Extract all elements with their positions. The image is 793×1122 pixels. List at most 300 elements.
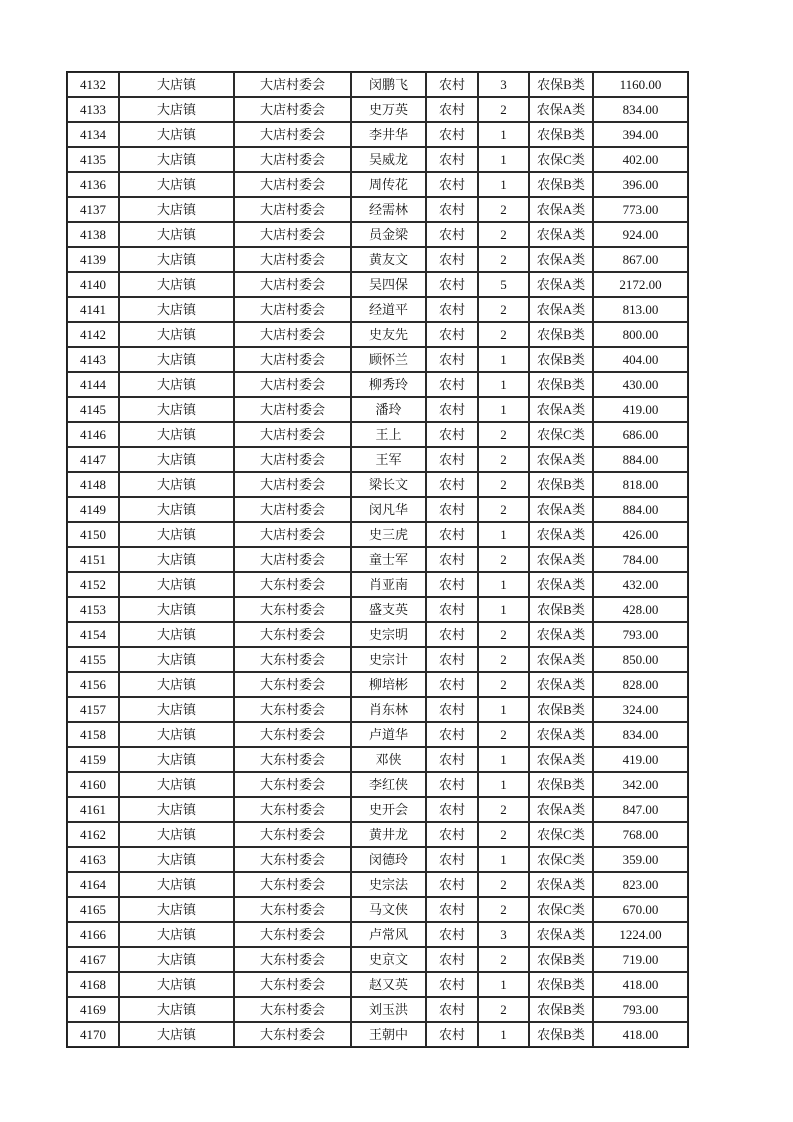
- payment-roster-table: [66, 71, 689, 1048]
- cell-village-committee: 大店村委会: [234, 147, 351, 172]
- cell-village-committee: 大店村委会: [234, 272, 351, 297]
- cell-town: 大店镇: [119, 772, 234, 797]
- cell-amount: 432.00: [593, 572, 688, 597]
- cell-insurance-category: 农保B类: [529, 472, 593, 497]
- cell-person-count: 2: [478, 222, 529, 247]
- table-row: [67, 722, 688, 747]
- cell-town: 大店镇: [119, 697, 234, 722]
- cell-person-name: 史宗明: [351, 622, 426, 647]
- table-row: [67, 247, 688, 272]
- cell-residence-type: 农村: [426, 147, 478, 172]
- cell-person-count: 2: [478, 422, 529, 447]
- cell-amount: 1160.00: [593, 72, 688, 97]
- cell-town: 大店镇: [119, 997, 234, 1022]
- cell-amount: 428.00: [593, 597, 688, 622]
- cell-village-committee: 大东村委会: [234, 972, 351, 997]
- cell-person-name: 史三虎: [351, 522, 426, 547]
- cell-village-committee: 大东村委会: [234, 597, 351, 622]
- cell-serial-number: 4144: [67, 372, 119, 397]
- cell-town: 大店镇: [119, 472, 234, 497]
- cell-amount: 402.00: [593, 147, 688, 172]
- cell-insurance-category: 农保B类: [529, 597, 593, 622]
- cell-insurance-category: 农保B类: [529, 1022, 593, 1047]
- cell-village-committee: 大店村委会: [234, 522, 351, 547]
- cell-amount: 924.00: [593, 222, 688, 247]
- cell-amount: 1224.00: [593, 922, 688, 947]
- table-row: [67, 447, 688, 472]
- cell-town: 大店镇: [119, 847, 234, 872]
- cell-person-name: 卢常风: [351, 922, 426, 947]
- cell-amount: 784.00: [593, 547, 688, 572]
- cell-village-committee: 大东村委会: [234, 772, 351, 797]
- cell-village-committee: 大东村委会: [234, 847, 351, 872]
- cell-residence-type: 农村: [426, 122, 478, 147]
- cell-person-count: 2: [478, 197, 529, 222]
- cell-person-count: 5: [478, 272, 529, 297]
- cell-town: 大店镇: [119, 372, 234, 397]
- cell-insurance-category: 农保A类: [529, 622, 593, 647]
- cell-person-name: 王上: [351, 422, 426, 447]
- cell-residence-type: 农村: [426, 997, 478, 1022]
- cell-person-count: 1: [478, 372, 529, 397]
- cell-person-name: 黄井龙: [351, 822, 426, 847]
- cell-amount: 324.00: [593, 697, 688, 722]
- cell-town: 大店镇: [119, 97, 234, 122]
- cell-amount: 823.00: [593, 872, 688, 897]
- cell-person-name: 顾怀兰: [351, 347, 426, 372]
- cell-amount: 418.00: [593, 972, 688, 997]
- cell-person-name: 盛支英: [351, 597, 426, 622]
- table-row: [67, 372, 688, 397]
- cell-residence-type: 农村: [426, 497, 478, 522]
- table-row: [67, 72, 688, 97]
- cell-town: 大店镇: [119, 322, 234, 347]
- cell-residence-type: 农村: [426, 722, 478, 747]
- cell-serial-number: 4145: [67, 397, 119, 422]
- cell-insurance-category: 农保A类: [529, 722, 593, 747]
- cell-amount: 793.00: [593, 622, 688, 647]
- cell-insurance-category: 农保A类: [529, 672, 593, 697]
- cell-residence-type: 农村: [426, 372, 478, 397]
- table-row: [67, 547, 688, 572]
- table-row: [67, 322, 688, 347]
- cell-insurance-category: 农保A类: [529, 547, 593, 572]
- table-row: [67, 522, 688, 547]
- cell-town: 大店镇: [119, 672, 234, 697]
- table-row: [67, 472, 688, 497]
- cell-residence-type: 农村: [426, 647, 478, 672]
- cell-person-name: 王军: [351, 447, 426, 472]
- cell-residence-type: 农村: [426, 72, 478, 97]
- cell-person-count: 1: [478, 397, 529, 422]
- cell-village-committee: 大东村委会: [234, 947, 351, 972]
- cell-town: 大店镇: [119, 647, 234, 672]
- cell-person-count: 1: [478, 597, 529, 622]
- cell-person-name: 史京文: [351, 947, 426, 972]
- cell-village-committee: 大店村委会: [234, 447, 351, 472]
- cell-serial-number: 4170: [67, 1022, 119, 1047]
- cell-person-name: 史宗法: [351, 872, 426, 897]
- cell-person-count: 2: [478, 297, 529, 322]
- payment-roster-body: [67, 72, 688, 1047]
- cell-person-count: 1: [478, 772, 529, 797]
- cell-person-name: 黄友文: [351, 247, 426, 272]
- cell-person-name: 史宗计: [351, 647, 426, 672]
- table-row: [67, 172, 688, 197]
- cell-serial-number: 4136: [67, 172, 119, 197]
- cell-insurance-category: 农保A类: [529, 197, 593, 222]
- cell-village-committee: 大东村委会: [234, 647, 351, 672]
- cell-residence-type: 农村: [426, 947, 478, 972]
- cell-serial-number: 4160: [67, 772, 119, 797]
- cell-serial-number: 4161: [67, 797, 119, 822]
- cell-town: 大店镇: [119, 397, 234, 422]
- cell-insurance-category: 农保A类: [529, 297, 593, 322]
- cell-village-committee: 大店村委会: [234, 247, 351, 272]
- cell-residence-type: 农村: [426, 347, 478, 372]
- cell-serial-number: 4152: [67, 572, 119, 597]
- cell-insurance-category: 农保B类: [529, 947, 593, 972]
- cell-town: 大店镇: [119, 922, 234, 947]
- cell-residence-type: 农村: [426, 597, 478, 622]
- cell-person-name: 李红侠: [351, 772, 426, 797]
- cell-person-count: 1: [478, 522, 529, 547]
- cell-village-committee: 大东村委会: [234, 997, 351, 1022]
- cell-residence-type: 农村: [426, 447, 478, 472]
- cell-person-count: 2: [478, 797, 529, 822]
- cell-amount: 793.00: [593, 997, 688, 1022]
- cell-town: 大店镇: [119, 897, 234, 922]
- cell-person-count: 2: [478, 872, 529, 897]
- cell-insurance-category: 农保B类: [529, 997, 593, 1022]
- cell-village-committee: 大东村委会: [234, 897, 351, 922]
- cell-person-count: 3: [478, 72, 529, 97]
- cell-person-name: 肖东林: [351, 697, 426, 722]
- cell-serial-number: 4159: [67, 747, 119, 772]
- cell-amount: 419.00: [593, 747, 688, 772]
- cell-residence-type: 农村: [426, 822, 478, 847]
- cell-person-count: 1: [478, 572, 529, 597]
- cell-town: 大店镇: [119, 547, 234, 572]
- table-row: [67, 972, 688, 997]
- cell-insurance-category: 农保B类: [529, 972, 593, 997]
- cell-town: 大店镇: [119, 297, 234, 322]
- cell-insurance-category: 农保A类: [529, 247, 593, 272]
- table-row: [67, 922, 688, 947]
- cell-serial-number: 4154: [67, 622, 119, 647]
- cell-serial-number: 4134: [67, 122, 119, 147]
- cell-amount: 342.00: [593, 772, 688, 797]
- cell-insurance-category: 农保A类: [529, 747, 593, 772]
- table-row: [67, 122, 688, 147]
- cell-serial-number: 4153: [67, 597, 119, 622]
- cell-serial-number: 4135: [67, 147, 119, 172]
- cell-insurance-category: 农保B类: [529, 172, 593, 197]
- cell-person-name: 刘玉洪: [351, 997, 426, 1022]
- cell-person-name: 邓侠: [351, 747, 426, 772]
- cell-amount: 867.00: [593, 247, 688, 272]
- cell-village-committee: 大店村委会: [234, 72, 351, 97]
- cell-amount: 404.00: [593, 347, 688, 372]
- table-row: [67, 347, 688, 372]
- cell-amount: 813.00: [593, 297, 688, 322]
- cell-residence-type: 农村: [426, 222, 478, 247]
- cell-serial-number: 4168: [67, 972, 119, 997]
- cell-person-name: 周传花: [351, 172, 426, 197]
- cell-town: 大店镇: [119, 572, 234, 597]
- cell-village-committee: 大东村委会: [234, 797, 351, 822]
- cell-residence-type: 农村: [426, 747, 478, 772]
- cell-person-count: 2: [478, 822, 529, 847]
- table-row: [67, 872, 688, 897]
- cell-town: 大店镇: [119, 522, 234, 547]
- cell-amount: 719.00: [593, 947, 688, 972]
- table-row: [67, 572, 688, 597]
- cell-amount: 884.00: [593, 497, 688, 522]
- cell-person-name: 童士军: [351, 547, 426, 572]
- cell-person-name: 史万英: [351, 97, 426, 122]
- cell-town: 大店镇: [119, 797, 234, 822]
- cell-insurance-category: 农保B类: [529, 72, 593, 97]
- cell-person-count: 1: [478, 972, 529, 997]
- cell-residence-type: 农村: [426, 97, 478, 122]
- cell-residence-type: 农村: [426, 572, 478, 597]
- cell-insurance-category: 农保C类: [529, 897, 593, 922]
- cell-serial-number: 4141: [67, 297, 119, 322]
- table-row: [67, 397, 688, 422]
- cell-serial-number: 4150: [67, 522, 119, 547]
- cell-serial-number: 4137: [67, 197, 119, 222]
- cell-residence-type: 农村: [426, 697, 478, 722]
- table-row: [67, 772, 688, 797]
- cell-person-count: 2: [478, 897, 529, 922]
- cell-town: 大店镇: [119, 747, 234, 772]
- cell-village-committee: 大东村委会: [234, 572, 351, 597]
- cell-insurance-category: 农保A类: [529, 797, 593, 822]
- cell-village-committee: 大东村委会: [234, 722, 351, 747]
- cell-serial-number: 4148: [67, 472, 119, 497]
- cell-amount: 847.00: [593, 797, 688, 822]
- cell-person-count: 2: [478, 447, 529, 472]
- cell-person-count: 2: [478, 672, 529, 697]
- cell-person-count: 2: [478, 247, 529, 272]
- cell-person-count: 2: [478, 97, 529, 122]
- cell-village-committee: 大东村委会: [234, 872, 351, 897]
- cell-residence-type: 农村: [426, 472, 478, 497]
- cell-person-name: 赵又英: [351, 972, 426, 997]
- cell-person-count: 2: [478, 497, 529, 522]
- cell-insurance-category: 农保B类: [529, 347, 593, 372]
- cell-serial-number: 4151: [67, 547, 119, 572]
- cell-person-name: 柳培彬: [351, 672, 426, 697]
- cell-insurance-category: 农保A类: [529, 397, 593, 422]
- cell-village-committee: 大店村委会: [234, 547, 351, 572]
- cell-town: 大店镇: [119, 972, 234, 997]
- cell-amount: 773.00: [593, 197, 688, 222]
- cell-town: 大店镇: [119, 222, 234, 247]
- cell-town: 大店镇: [119, 172, 234, 197]
- cell-village-committee: 大店村委会: [234, 297, 351, 322]
- table-row: [67, 1022, 688, 1047]
- cell-insurance-category: 农保C类: [529, 147, 593, 172]
- cell-village-committee: 大店村委会: [234, 372, 351, 397]
- cell-person-name: 卢道华: [351, 722, 426, 747]
- cell-residence-type: 农村: [426, 897, 478, 922]
- cell-person-name: 史友先: [351, 322, 426, 347]
- cell-village-committee: 大东村委会: [234, 622, 351, 647]
- cell-insurance-category: 农保A类: [529, 522, 593, 547]
- cell-residence-type: 农村: [426, 172, 478, 197]
- cell-village-committee: 大东村委会: [234, 822, 351, 847]
- cell-serial-number: 4140: [67, 272, 119, 297]
- cell-residence-type: 农村: [426, 672, 478, 697]
- cell-amount: 418.00: [593, 1022, 688, 1047]
- cell-person-name: 闵德玲: [351, 847, 426, 872]
- table-row: [67, 497, 688, 522]
- cell-village-committee: 大店村委会: [234, 197, 351, 222]
- cell-amount: 834.00: [593, 97, 688, 122]
- cell-amount: 359.00: [593, 847, 688, 872]
- cell-village-committee: 大店村委会: [234, 397, 351, 422]
- cell-person-count: 3: [478, 922, 529, 947]
- cell-person-count: 2: [478, 722, 529, 747]
- cell-insurance-category: 农保B类: [529, 322, 593, 347]
- cell-person-name: 吴威龙: [351, 147, 426, 172]
- cell-amount: 430.00: [593, 372, 688, 397]
- cell-town: 大店镇: [119, 872, 234, 897]
- cell-insurance-category: 农保B类: [529, 772, 593, 797]
- cell-person-count: 2: [478, 622, 529, 647]
- cell-serial-number: 4166: [67, 922, 119, 947]
- table-row: [67, 847, 688, 872]
- cell-amount: 768.00: [593, 822, 688, 847]
- cell-insurance-category: 农保B类: [529, 697, 593, 722]
- cell-amount: 394.00: [593, 122, 688, 147]
- cell-person-count: 1: [478, 122, 529, 147]
- cell-village-committee: 大店村委会: [234, 222, 351, 247]
- cell-amount: 850.00: [593, 647, 688, 672]
- cell-amount: 818.00: [593, 472, 688, 497]
- cell-person-name: 马文侠: [351, 897, 426, 922]
- cell-amount: 419.00: [593, 397, 688, 422]
- cell-person-count: 1: [478, 147, 529, 172]
- table-row: [67, 897, 688, 922]
- cell-residence-type: 农村: [426, 797, 478, 822]
- cell-insurance-category: 农保C类: [529, 822, 593, 847]
- cell-person-count: 1: [478, 1022, 529, 1047]
- cell-town: 大店镇: [119, 1022, 234, 1047]
- cell-town: 大店镇: [119, 347, 234, 372]
- cell-residence-type: 农村: [426, 872, 478, 897]
- cell-residence-type: 农村: [426, 322, 478, 347]
- cell-village-committee: 大店村委会: [234, 122, 351, 147]
- cell-residence-type: 农村: [426, 247, 478, 272]
- table-row: [67, 297, 688, 322]
- cell-village-committee: 大店村委会: [234, 422, 351, 447]
- cell-residence-type: 农村: [426, 297, 478, 322]
- cell-insurance-category: 农保A类: [529, 872, 593, 897]
- cell-serial-number: 4163: [67, 847, 119, 872]
- cell-village-committee: 大东村委会: [234, 747, 351, 772]
- cell-town: 大店镇: [119, 822, 234, 847]
- cell-amount: 800.00: [593, 322, 688, 347]
- cell-town: 大店镇: [119, 497, 234, 522]
- cell-amount: 828.00: [593, 672, 688, 697]
- cell-serial-number: 4146: [67, 422, 119, 447]
- cell-insurance-category: 农保C类: [529, 847, 593, 872]
- cell-person-count: 2: [478, 472, 529, 497]
- cell-village-committee: 大店村委会: [234, 347, 351, 372]
- cell-insurance-category: 农保A类: [529, 447, 593, 472]
- cell-serial-number: 4167: [67, 947, 119, 972]
- cell-person-name: 员金梁: [351, 222, 426, 247]
- table-row: [67, 597, 688, 622]
- cell-serial-number: 4142: [67, 322, 119, 347]
- cell-town: 大店镇: [119, 722, 234, 747]
- cell-serial-number: 4165: [67, 897, 119, 922]
- cell-serial-number: 4158: [67, 722, 119, 747]
- cell-person-name: 闵凡华: [351, 497, 426, 522]
- cell-amount: 2172.00: [593, 272, 688, 297]
- cell-town: 大店镇: [119, 622, 234, 647]
- cell-insurance-category: 农保B类: [529, 122, 593, 147]
- table-row: [67, 947, 688, 972]
- cell-person-count: 2: [478, 547, 529, 572]
- table-row: [67, 197, 688, 222]
- cell-town: 大店镇: [119, 247, 234, 272]
- cell-person-name: 史开会: [351, 797, 426, 822]
- cell-serial-number: 4155: [67, 647, 119, 672]
- table-row: [67, 422, 688, 447]
- cell-village-committee: 大店村委会: [234, 472, 351, 497]
- table-row: [67, 222, 688, 247]
- cell-person-count: 1: [478, 847, 529, 872]
- cell-town: 大店镇: [119, 147, 234, 172]
- cell-amount: 396.00: [593, 172, 688, 197]
- cell-insurance-category: 农保A类: [529, 272, 593, 297]
- cell-insurance-category: 农保A类: [529, 572, 593, 597]
- cell-person-name: 潘玲: [351, 397, 426, 422]
- cell-serial-number: 4164: [67, 872, 119, 897]
- table-row: [67, 147, 688, 172]
- cell-serial-number: 4169: [67, 997, 119, 1022]
- cell-village-committee: 大东村委会: [234, 1022, 351, 1047]
- cell-town: 大店镇: [119, 197, 234, 222]
- cell-serial-number: 4133: [67, 97, 119, 122]
- cell-serial-number: 4132: [67, 72, 119, 97]
- table-row: [67, 797, 688, 822]
- table-row: [67, 822, 688, 847]
- cell-person-count: 1: [478, 697, 529, 722]
- cell-residence-type: 农村: [426, 397, 478, 422]
- cell-village-committee: 大店村委会: [234, 322, 351, 347]
- cell-insurance-category: 农保A类: [529, 647, 593, 672]
- cell-serial-number: 4157: [67, 697, 119, 722]
- cell-town: 大店镇: [119, 72, 234, 97]
- cell-person-name: 闵鹏飞: [351, 72, 426, 97]
- cell-residence-type: 农村: [426, 772, 478, 797]
- cell-village-committee: 大店村委会: [234, 497, 351, 522]
- table-row: [67, 997, 688, 1022]
- cell-residence-type: 农村: [426, 847, 478, 872]
- cell-serial-number: 4149: [67, 497, 119, 522]
- cell-residence-type: 农村: [426, 1022, 478, 1047]
- cell-person-count: 2: [478, 322, 529, 347]
- cell-amount: 426.00: [593, 522, 688, 547]
- cell-person-count: 1: [478, 747, 529, 772]
- cell-insurance-category: 农保A类: [529, 222, 593, 247]
- cell-village-committee: 大店村委会: [234, 97, 351, 122]
